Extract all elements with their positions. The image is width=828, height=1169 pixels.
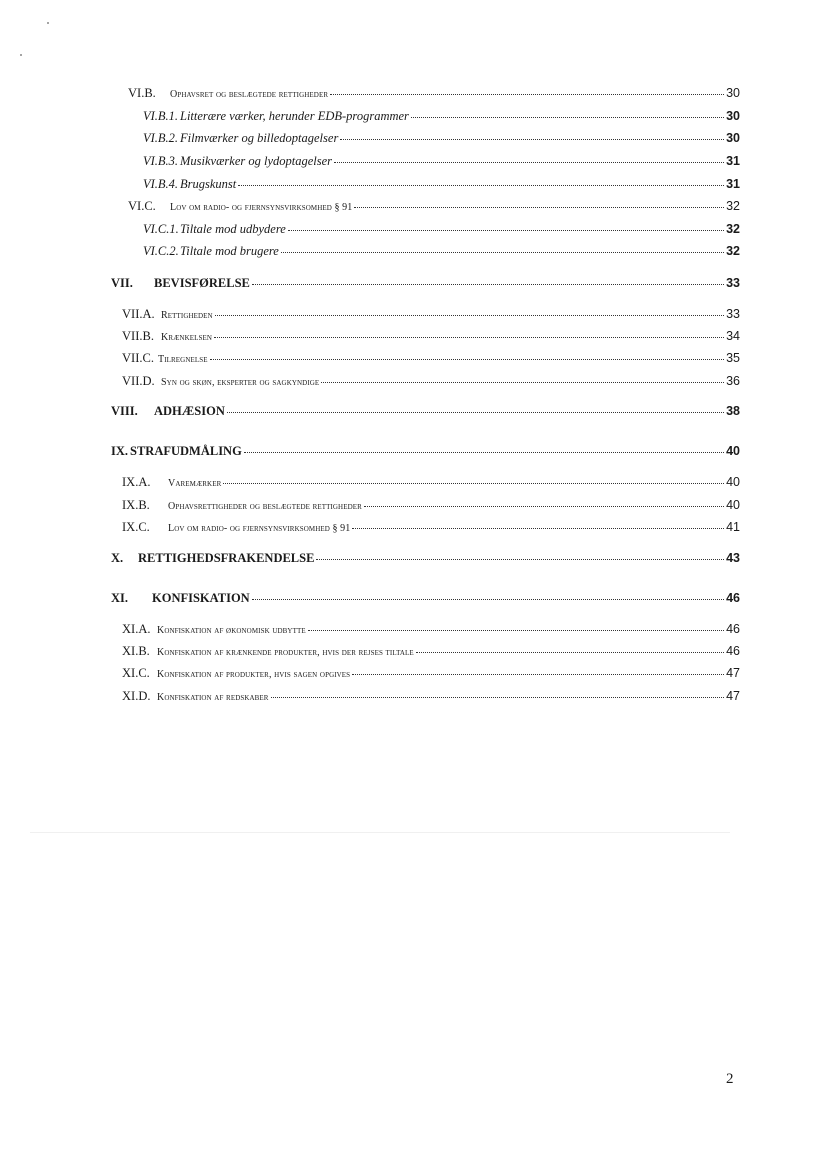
toc-entry: [122, 475, 740, 490]
toc-entry: [111, 404, 740, 419]
toc-dot-leader: [416, 652, 724, 653]
toc-dot-leader: [364, 506, 724, 507]
toc-entry-number: IX.C.: [122, 520, 150, 534]
toc-entry-page: 35: [726, 351, 740, 365]
toc-entry: [122, 329, 740, 344]
toc-entry-page: 30: [726, 109, 740, 123]
toc-entry-page: 33: [726, 276, 740, 290]
toc-entry-title: Konfiskation af økonomisk udbytte: [157, 625, 306, 636]
toc-entry-title: Tilregnelse: [158, 354, 208, 365]
toc-entry-title: Tiltale mod udbydere: [180, 222, 286, 236]
toc-entry-number: VI.B.4.: [143, 177, 179, 191]
toc-entry-title: STRAFUDMÅLING: [130, 444, 242, 458]
toc-entry-page: 31: [726, 177, 740, 191]
toc-entry-number: XI.B.: [122, 644, 150, 658]
toc-entry: [122, 666, 740, 681]
toc-entry: [122, 307, 740, 322]
toc-entry-title: Lov om radio- og fjernsynsvirksomhed § 91: [168, 523, 351, 534]
toc-entry-title: Rettigheden: [161, 310, 213, 321]
toc-entry-title: Krænkelsen: [161, 332, 213, 343]
toc-dot-leader: [352, 674, 724, 675]
toc-entry: [143, 244, 740, 259]
toc-entry-page: 46: [726, 591, 740, 605]
toc-entry-number: VII.B.: [122, 329, 154, 343]
toc-entry: [143, 154, 740, 169]
toc-entry-number: XI.: [111, 591, 129, 605]
toc-entry-page: 40: [726, 475, 740, 489]
toc-entry: [122, 520, 740, 535]
toc-entry-page: 46: [726, 644, 740, 658]
toc-entry-number: VI.C.: [128, 199, 156, 213]
page-number: 2: [726, 1071, 734, 1087]
toc-dot-leader: [316, 559, 724, 560]
toc-entry-number: VII.: [111, 276, 133, 290]
toc-entry-number: IX.A.: [122, 475, 151, 489]
toc-entry-number: XI.C.: [122, 666, 150, 680]
toc-dot-leader: [330, 94, 724, 95]
toc-entry-page: 32: [726, 222, 740, 236]
scan-artifact-line: [30, 832, 730, 833]
toc-dot-leader: [210, 359, 725, 360]
toc-dot-leader: [340, 139, 724, 140]
toc-entry-number: VI.B.3.: [143, 154, 179, 168]
toc-entry: [122, 498, 740, 513]
toc-dot-leader: [238, 185, 724, 186]
toc-entry-title: Konfiskation af krænkende produkter, hvis der rejses tiltale: [157, 647, 414, 658]
toc-dot-leader: [252, 284, 724, 285]
toc-entry-number: IX.: [111, 444, 129, 458]
toc-entry-number: VI.C.1.: [143, 222, 179, 236]
toc-dot-leader: [321, 382, 724, 383]
toc-entry-title: BEVISFØRELSE: [154, 276, 250, 290]
toc-entry: [128, 199, 740, 214]
toc-entry-page: 47: [726, 666, 740, 680]
toc-entry-title: Varemærker: [168, 478, 222, 489]
toc-dot-leader: [354, 207, 724, 208]
toc-dot-leader: [352, 528, 724, 529]
toc-entry-page: 41: [726, 520, 740, 534]
toc-entry: [111, 551, 740, 566]
toc-dot-leader: [334, 162, 724, 163]
toc-entry-title: KONFISKATION: [152, 591, 250, 605]
toc-entry-number: VII.A.: [122, 307, 155, 321]
toc-entry-number: VII.C.: [122, 351, 154, 365]
toc-entry: [122, 689, 740, 704]
toc-entry-title: Konfiskation af produkter, hvis sagen opgives: [157, 669, 351, 680]
toc-entry-title: Ophavsret og beslægtede rettigheder: [170, 89, 329, 100]
toc-entry-page: 30: [726, 86, 740, 100]
toc-entry-title: Ophavsrettigheder og beslægtede rettigheder: [168, 501, 362, 512]
toc-entry-title: Musikværker og lydoptagelser: [180, 154, 333, 168]
toc-entry-title: ADHÆSION: [154, 404, 225, 418]
toc-entry-number: IX.B.: [122, 498, 150, 512]
toc-entry: [122, 622, 740, 637]
toc-entry-page: 33: [726, 307, 740, 321]
toc-entry-number: VI.B.: [128, 86, 156, 100]
toc-entry: [143, 177, 740, 192]
toc-entry-title: Litterære værker, herunder EDB-programmer: [180, 109, 409, 123]
toc-entry-number: X.: [111, 551, 124, 565]
toc-entry-number: VI.B.2.: [143, 131, 179, 145]
toc-entry-number: VIII.: [111, 404, 138, 418]
toc-entry-title: Tiltale mod brugere: [180, 244, 279, 258]
toc-dot-leader: [244, 452, 724, 453]
toc-entry: [122, 351, 740, 366]
toc-entry: [111, 276, 740, 291]
toc-entry-page: 36: [726, 374, 740, 388]
toc-entry-page: 40: [726, 498, 740, 512]
toc-dot-leader: [223, 483, 724, 484]
toc-entry-number: VII.D.: [122, 374, 155, 388]
toc-entry-number: XI.A.: [122, 622, 151, 636]
toc-entry-title: Konfiskation af redskaber: [157, 692, 269, 703]
toc-entry: [111, 444, 740, 459]
toc-entry-title: Filmværker og billedoptagelser: [180, 131, 339, 145]
toc-entry-page: 40: [726, 444, 740, 458]
toc-entry-number: VI.C.2.: [143, 244, 179, 258]
toc-entry-title: RETTIGHEDSFRAKENDELSE: [138, 551, 315, 565]
toc-dot-leader: [214, 337, 724, 338]
toc-entry-page: 32: [726, 244, 740, 258]
toc-dot-leader: [215, 315, 724, 316]
scan-speck: [20, 54, 22, 56]
toc-entry-page: 46: [726, 622, 740, 636]
toc-entry-title: Brugskunst: [180, 177, 237, 191]
toc-entry-page: 32: [726, 199, 740, 213]
toc-entry-number: XI.D.: [122, 689, 151, 703]
toc-entry: [143, 131, 740, 146]
toc-entry-title: Syn og skøn, eksperter og sagkyndige: [161, 377, 320, 388]
toc-entry-page: 30: [726, 131, 740, 145]
toc-entry: [111, 591, 740, 606]
toc-entry: [122, 374, 740, 389]
toc-dot-leader: [281, 252, 724, 253]
toc-entry-page: 47: [726, 689, 740, 703]
toc-dot-leader: [308, 630, 724, 631]
toc-entry-page: 38: [726, 404, 740, 418]
toc-dot-leader: [252, 599, 724, 600]
toc-dot-leader: [288, 230, 724, 231]
toc-dot-leader: [411, 117, 724, 118]
toc-dot-leader: [271, 697, 725, 698]
toc-entry-page: 34: [726, 329, 740, 343]
toc-entry-number: VI.B.1.: [143, 109, 179, 123]
toc-entry: [122, 644, 740, 659]
toc-entry-page: 31: [726, 154, 740, 168]
toc-entry: [143, 109, 740, 124]
toc-entry: [143, 222, 740, 237]
toc-entry-title: Lov om radio- og fjernsynsvirksomhed § 91: [170, 202, 353, 213]
toc-dot-leader: [227, 412, 724, 413]
toc-entry-page: 43: [726, 551, 740, 565]
toc-entry: [128, 86, 740, 101]
scan-speck: [47, 22, 49, 24]
